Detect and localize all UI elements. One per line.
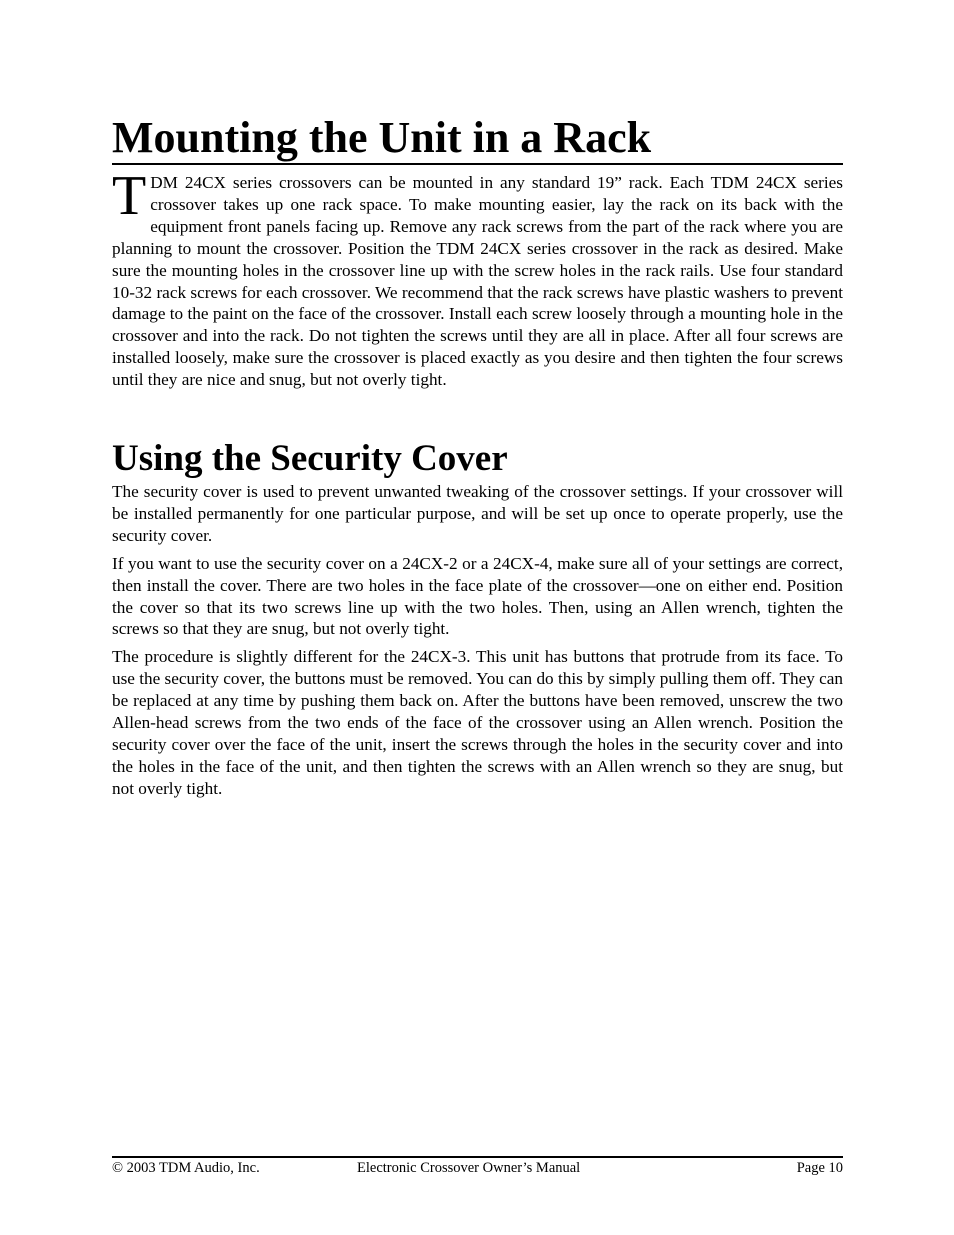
security-paragraph-2: If you want to use the security cover on a 24CX-2 or a 24CX-4, make sure all of your settings are correct, then install the cover. There are two holes in the face plate of the crossover—one on either end. Position the cover so that its two screws line up with the two holes. Then, using an Allen wrench, tighten the screws so that they are snug, but not overly tight.	[112, 553, 843, 639]
heading-rule	[112, 163, 843, 165]
security-paragraph-3: The procedure is slightly different for the 24CX-3. This unit has buttons that protrude from its face. To use the security cover, the buttons must be removed. You can do this by simply pulling them off. They can be replaced at any time by pushing them back on. After the buttons have been removed, unscrew the two Allen-head screws from the two ends of the face of the crossover using an Allen wrench. Position the security cover over the face of the unit, insert the screws through the holes in the security cover and into the holes in the face of the unit, and then tighten the screws with an Allen wrench so they are snug, but not overly tight.	[112, 647, 843, 798]
footer-manual-title: Electronic Crossover Owner’s Manual	[357, 1160, 581, 1176]
section-heading-security: Using the Security Cover	[112, 438, 508, 479]
security-section-body	[112, 481, 843, 806]
section-heading-mounting: Mounting the Unit in a Rack	[112, 113, 652, 162]
document-page	[112, 0, 843, 1235]
page-footer	[112, 1160, 843, 1177]
mounting-paragraph	[112, 165, 843, 391]
drop-cap: T	[112, 165, 147, 227]
security-paragraph-1: The security cover is used to prevent unwanted tweaking of the crossover settings. If your crossover will be installed permanently for one particular purpose, and will be set up once to operate properly, use the security cover.	[112, 482, 843, 545]
footer-copyright: © 2003 TDM Audio, Inc.	[112, 1160, 260, 1176]
footer-rule	[112, 1156, 843, 1158]
mounting-text: DM 24CX series crossovers can be mounted in any standard 19” rack. Each TDM 24CX series crossover takes up one rack space. To make mounting easier, lay the rack on its back with the equipment front panels facing up. Remove any rack screws from the part of the rack where you are planning to mount the crossover. Position the TDM 24CX series crossover in the rack as desired. Make sure the mounting holes in the crossover line up with the screw holes in the rack rails. Use four standard 10-32 rack screws for each crossover. We recommend that the rack screws have plastic washers to prevent damage to the paint on the face of the crossover. Install each screw loosely through a mounting hole in the crossover and into the rack. Do not tighten the screws until they are all in place. After all four screws are installed loosely, make sure the crossover is placed exactly as you desire and then tighten the four screws until they are nice and snug, but not overly tight.	[112, 173, 843, 390]
footer-page-number: Page 10	[796, 1160, 843, 1176]
